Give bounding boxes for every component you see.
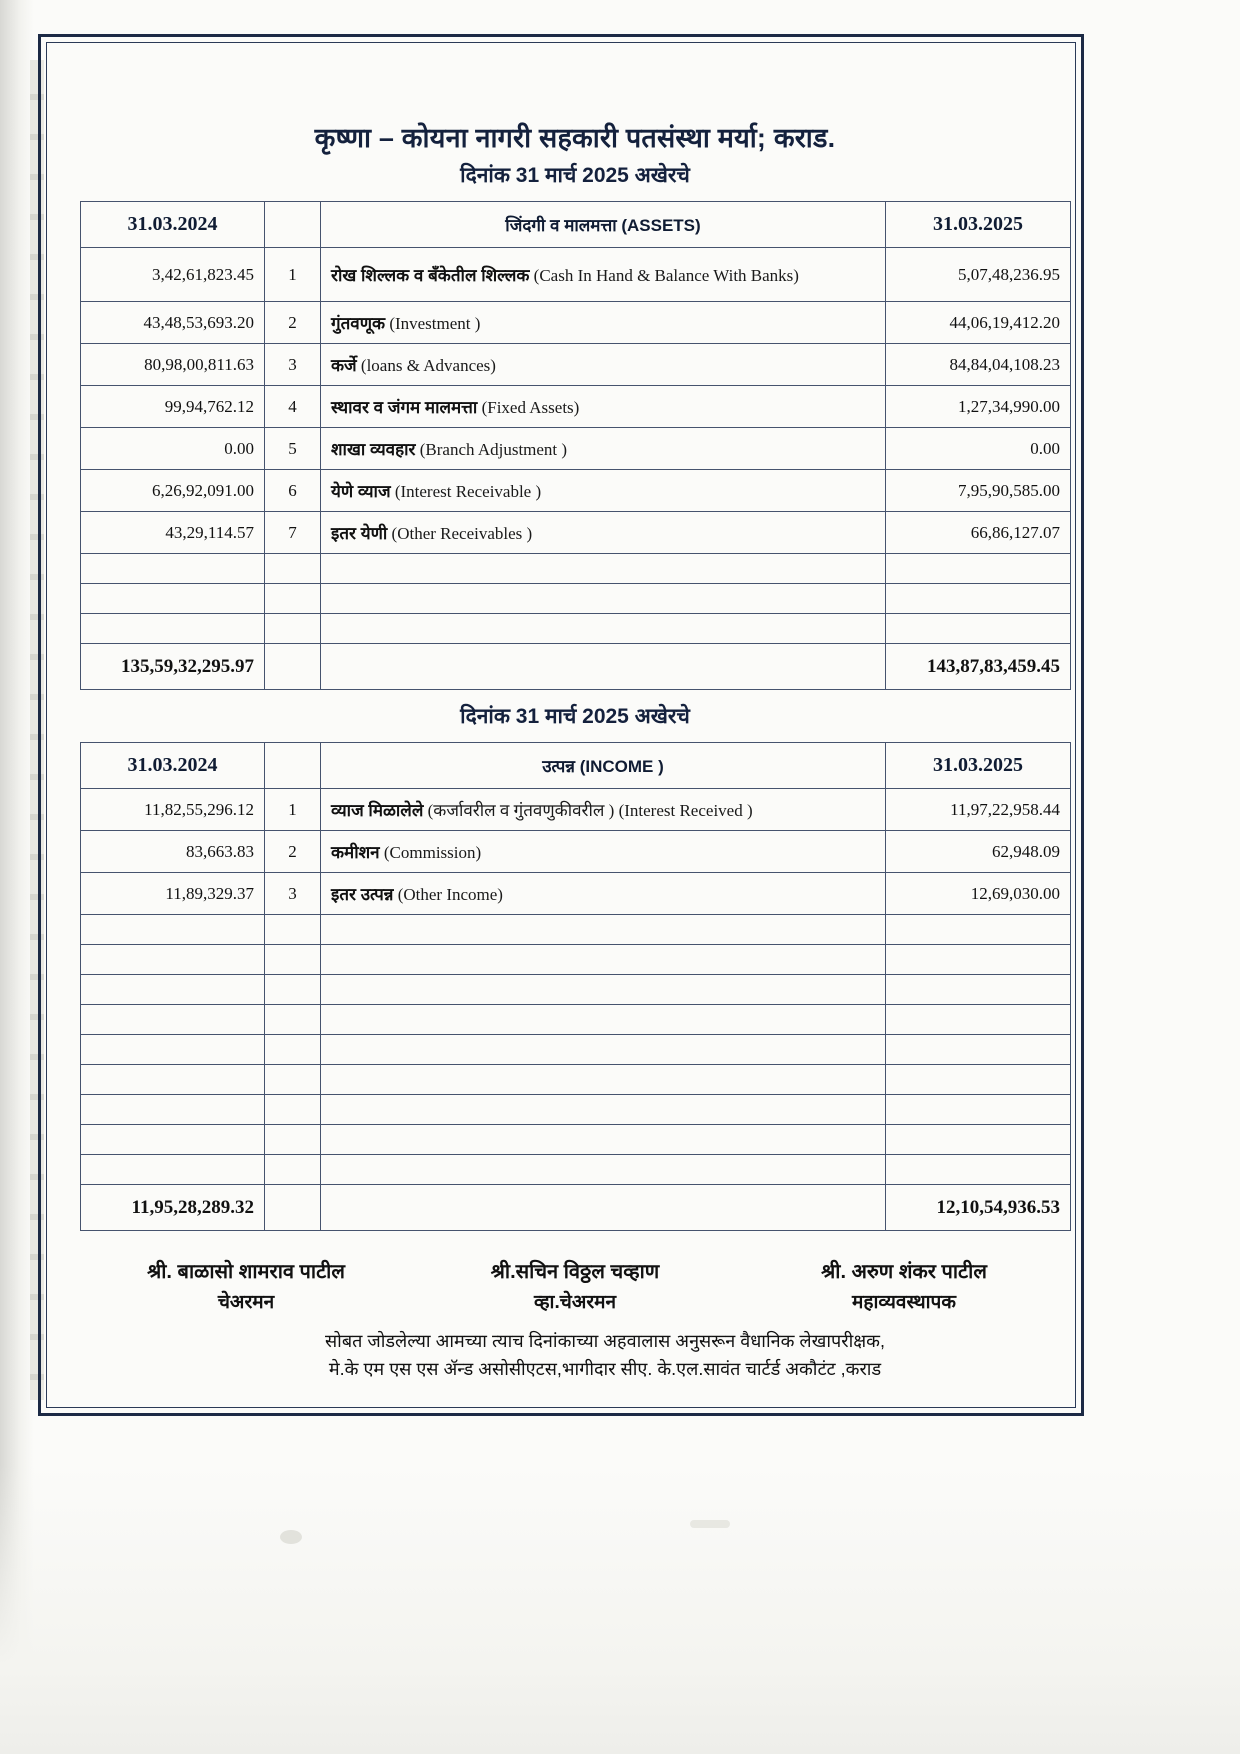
income-total-label bbox=[321, 1185, 886, 1231]
blank-cell bbox=[886, 1125, 1071, 1155]
assets-row-label-marathi: गुंतवणूक bbox=[331, 314, 386, 333]
assets-row-serial: 5 bbox=[265, 428, 321, 470]
blank-cell bbox=[265, 1125, 321, 1155]
signatory-general-manager bbox=[744, 1257, 1064, 1314]
income-total-prev-amount: 11,95,28,289.32 bbox=[81, 1185, 265, 1231]
income-row-prev-amount: 11,89,329.37 bbox=[81, 873, 265, 915]
auditor-footer-line-1: सोबत जोडलेल्या आमच्या त्याच दिनांकाच्या अहवालास अनुसरून वैधानिक लेखापरीक्षक, bbox=[325, 1331, 885, 1351]
table-row bbox=[81, 512, 1071, 554]
assets-row-label-marathi: कर्जे bbox=[331, 356, 357, 375]
assets-row-description bbox=[321, 386, 886, 428]
assets-row-prev-amount: 99,94,762.12 bbox=[81, 386, 265, 428]
assets-table bbox=[80, 201, 1071, 690]
table-row-blank bbox=[81, 915, 1071, 945]
table-row bbox=[81, 428, 1071, 470]
blank-cell bbox=[81, 1095, 265, 1125]
table-row-blank bbox=[81, 1005, 1071, 1035]
blank-cell bbox=[321, 1095, 886, 1125]
income-row-curr-amount: 62,948.09 bbox=[886, 831, 1071, 873]
blank-cell bbox=[886, 945, 1071, 975]
blank-cell bbox=[321, 1155, 886, 1185]
assets-row-prev-amount: 3,42,61,823.45 bbox=[81, 248, 265, 302]
blank-cell bbox=[81, 1005, 265, 1035]
assets-total-serial bbox=[265, 644, 321, 690]
table-row-blank bbox=[81, 1095, 1071, 1125]
assets-row-label-marathi: स्थावर व जंगम मालमत्ता bbox=[331, 398, 478, 417]
assets-row-curr-amount: 84,84,04,108.23 bbox=[886, 344, 1071, 386]
scan-edge-shadow-bottom bbox=[0, 1464, 1240, 1754]
blank-cell bbox=[321, 554, 886, 584]
assets-row-serial: 3 bbox=[265, 344, 321, 386]
blank-cell bbox=[265, 614, 321, 644]
income-row-label-english: (Commission) bbox=[383, 843, 482, 862]
blank-cell bbox=[321, 975, 886, 1005]
blank-cell bbox=[265, 554, 321, 584]
assets-row-description bbox=[321, 344, 886, 386]
assets-row-curr-amount: 44,06,19,412.20 bbox=[886, 302, 1071, 344]
income-total-serial bbox=[265, 1185, 321, 1231]
assets-row-label-marathi: रोख शिल्लक व बँकेतील शिल्लक bbox=[331, 266, 530, 285]
blank-cell bbox=[81, 945, 265, 975]
assets-row-curr-amount: 66,86,127.07 bbox=[886, 512, 1071, 554]
blank-cell bbox=[81, 915, 265, 945]
blank-cell bbox=[886, 1005, 1071, 1035]
blank-cell bbox=[265, 975, 321, 1005]
blank-cell bbox=[321, 945, 886, 975]
income-total-curr-amount: 12,10,54,936.53 bbox=[886, 1185, 1071, 1231]
assets-row-description bbox=[321, 512, 886, 554]
assets-header-sr bbox=[265, 202, 321, 248]
income-row-label-marathi: कमीशन bbox=[331, 843, 380, 862]
income-row-description bbox=[321, 831, 886, 873]
assets-row-serial: 6 bbox=[265, 470, 321, 512]
blank-cell bbox=[886, 614, 1071, 644]
table-row-blank bbox=[81, 1065, 1071, 1095]
income-row-description bbox=[321, 789, 886, 831]
blank-cell bbox=[81, 975, 265, 1005]
income-row-prev-amount: 11,82,55,296.12 bbox=[81, 789, 265, 831]
blank-cell bbox=[321, 1065, 886, 1095]
income-header-sr bbox=[265, 743, 321, 789]
signatory-name: श्री.सचिन विठ्ठल चव्हाण bbox=[490, 1261, 660, 1283]
assets-row-label-english: (Cash In Hand & Balance With Banks) bbox=[533, 266, 799, 285]
blank-cell bbox=[886, 1065, 1071, 1095]
page-subtitle: दिनांक 31 मार्च 2025 अखेरचे bbox=[460, 164, 690, 187]
table-row bbox=[81, 248, 1071, 302]
income-row-description bbox=[321, 873, 886, 915]
signatory-role: महाव्यवस्थापक bbox=[852, 1292, 956, 1313]
blank-cell bbox=[81, 1155, 265, 1185]
assets-header-prev-year: 31.03.2024 bbox=[81, 202, 265, 248]
income-row-label-marathi: इतर उत्पन्न bbox=[331, 885, 394, 904]
signatory-chairman bbox=[86, 1257, 406, 1314]
assets-row-curr-amount: 5,07,48,236.95 bbox=[886, 248, 1071, 302]
income-row-curr-amount: 12,69,030.00 bbox=[886, 873, 1071, 915]
blank-cell bbox=[265, 1155, 321, 1185]
income-row-label-english: (कर्जावरील व गुंतवणुकीवरील ) (Interest Received ) bbox=[427, 801, 753, 820]
income-row-serial: 1 bbox=[265, 789, 321, 831]
blank-cell bbox=[265, 915, 321, 945]
table-row bbox=[81, 470, 1071, 512]
table-row bbox=[81, 789, 1071, 831]
income-row-label-english: (Other Income) bbox=[397, 885, 503, 904]
assets-total-prev-amount: 135,59,32,295.97 bbox=[81, 644, 265, 690]
assets-row-description bbox=[321, 428, 886, 470]
assets-row-prev-amount: 6,26,92,091.00 bbox=[81, 470, 265, 512]
table-row-blank bbox=[81, 554, 1071, 584]
income-row-curr-amount: 11,97,22,958.44 bbox=[886, 789, 1071, 831]
table-row bbox=[81, 386, 1071, 428]
table-row bbox=[81, 302, 1071, 344]
blank-cell bbox=[321, 1035, 886, 1065]
page-title: कृष्णा – कोयना नागरी सहकारी पतसंस्था मर्या; कराड. bbox=[314, 123, 836, 153]
blank-cell bbox=[265, 584, 321, 614]
assets-total-row bbox=[81, 644, 1071, 690]
income-row-serial: 3 bbox=[265, 873, 321, 915]
income-section-subtitle: दिनांक 31 मार्च 2025 अखेरचे bbox=[460, 705, 690, 728]
blank-cell bbox=[321, 1005, 886, 1035]
blank-cell bbox=[886, 1035, 1071, 1065]
auditor-footer-note bbox=[80, 1328, 1070, 1384]
auditor-footer-line-2: मे.के एम एस एस ॲन्ड असोसीएटस,भागीदार सीए. के.एल.सावंत चार्टर्ड अकौटंट ,कराड bbox=[328, 1358, 882, 1379]
blank-cell bbox=[321, 1125, 886, 1155]
blank-cell bbox=[886, 1155, 1071, 1185]
blank-cell bbox=[321, 614, 886, 644]
assets-row-label-english: (Fixed Assets) bbox=[481, 398, 580, 417]
assets-row-label-marathi: इतर येणी bbox=[331, 524, 388, 543]
blank-cell bbox=[886, 915, 1071, 945]
income-header-description: उत्पन्न (INCOME ) bbox=[321, 743, 886, 789]
table-row bbox=[81, 831, 1071, 873]
blank-cell bbox=[265, 1095, 321, 1125]
document-content bbox=[80, 118, 1070, 1384]
table-row-blank bbox=[81, 945, 1071, 975]
assets-row-curr-amount: 7,95,90,585.00 bbox=[886, 470, 1071, 512]
signature-block bbox=[80, 1257, 1070, 1314]
assets-row-prev-amount: 80,98,00,811.63 bbox=[81, 344, 265, 386]
blank-cell bbox=[81, 614, 265, 644]
scan-smudge-artifact bbox=[690, 1520, 730, 1528]
assets-row-prev-amount: 43,48,53,693.20 bbox=[81, 302, 265, 344]
assets-row-serial: 1 bbox=[265, 248, 321, 302]
blank-cell bbox=[886, 975, 1071, 1005]
assets-row-label-marathi: येणे व्याज bbox=[331, 482, 391, 501]
assets-header-curr-year: 31.03.2025 bbox=[886, 202, 1071, 248]
signatory-role: व्हा.चेअरमन bbox=[533, 1292, 617, 1313]
assets-row-curr-amount: 1,27,34,990.00 bbox=[886, 386, 1071, 428]
table-row bbox=[81, 344, 1071, 386]
table-row-blank bbox=[81, 1035, 1071, 1065]
assets-total-curr-amount: 143,87,83,459.45 bbox=[886, 644, 1071, 690]
assets-row-serial: 7 bbox=[265, 512, 321, 554]
table-row bbox=[81, 873, 1071, 915]
blank-cell bbox=[886, 1095, 1071, 1125]
assets-row-label-english: (Investment ) bbox=[389, 314, 481, 333]
blank-cell bbox=[81, 1125, 265, 1155]
blank-cell bbox=[265, 1035, 321, 1065]
blank-cell bbox=[81, 584, 265, 614]
income-header-curr-year: 31.03.2025 bbox=[886, 743, 1071, 789]
table-row-blank bbox=[81, 1155, 1071, 1185]
signatory-vice-chairman bbox=[415, 1257, 735, 1314]
assets-row-label-english: (Interest Receivable ) bbox=[394, 482, 542, 501]
income-table-header-row bbox=[81, 743, 1071, 789]
blank-cell bbox=[886, 584, 1071, 614]
blank-cell bbox=[265, 945, 321, 975]
assets-total-label bbox=[321, 644, 886, 690]
assets-row-serial: 4 bbox=[265, 386, 321, 428]
signatory-role: चेअरमन bbox=[217, 1292, 275, 1313]
assets-row-curr-amount: 0.00 bbox=[886, 428, 1071, 470]
signatory-name: श्री. अरुण शंकर पाटील bbox=[821, 1261, 987, 1283]
blank-cell bbox=[265, 1065, 321, 1095]
blank-cell bbox=[321, 584, 886, 614]
assets-row-label-english: (Other Receivables ) bbox=[391, 524, 533, 543]
blank-cell bbox=[81, 1065, 265, 1095]
assets-row-description bbox=[321, 302, 886, 344]
signatory-name: श्री. बाळासो शामराव पाटील bbox=[147, 1261, 345, 1283]
income-total-row bbox=[81, 1185, 1071, 1231]
table-row-blank bbox=[81, 584, 1071, 614]
assets-table-header-row bbox=[81, 202, 1071, 248]
assets-row-description bbox=[321, 470, 886, 512]
income-row-serial: 2 bbox=[265, 831, 321, 873]
income-row-prev-amount: 83,663.83 bbox=[81, 831, 265, 873]
blank-cell bbox=[265, 1005, 321, 1035]
assets-row-description bbox=[321, 248, 886, 302]
assets-row-label-marathi: शाखा व्यवहार bbox=[331, 440, 416, 459]
assets-row-prev-amount: 0.00 bbox=[81, 428, 265, 470]
table-row-blank bbox=[81, 975, 1071, 1005]
assets-row-prev-amount: 43,29,114.57 bbox=[81, 512, 265, 554]
blank-cell bbox=[81, 1035, 265, 1065]
blank-cell bbox=[886, 554, 1071, 584]
income-table bbox=[80, 742, 1071, 1231]
assets-header-description: जिंदगी व मालमत्ता (ASSETS) bbox=[321, 202, 886, 248]
blank-cell bbox=[321, 915, 886, 945]
scan-smudge-artifact bbox=[280, 1530, 302, 1544]
assets-row-label-english: (loans & Advances) bbox=[360, 356, 496, 375]
income-header-prev-year: 31.03.2024 bbox=[81, 743, 265, 789]
blank-cell bbox=[81, 554, 265, 584]
income-row-label-marathi: व्याज मिळालेले bbox=[331, 801, 424, 820]
assets-row-serial: 2 bbox=[265, 302, 321, 344]
table-row-blank bbox=[81, 1125, 1071, 1155]
table-row-blank bbox=[81, 614, 1071, 644]
assets-row-label-english: (Branch Adjustment ) bbox=[419, 440, 568, 459]
